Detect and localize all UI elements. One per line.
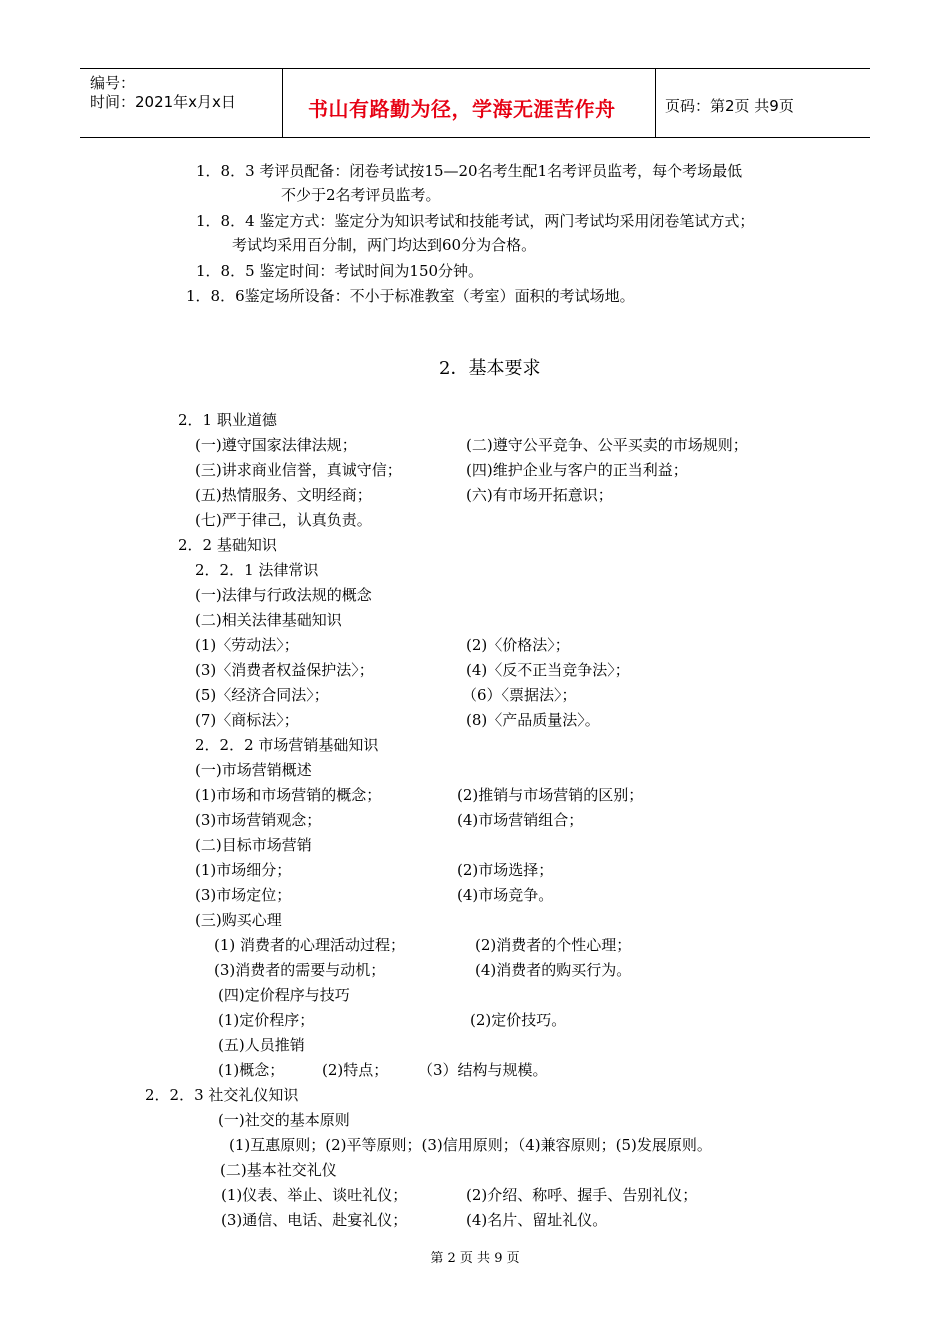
list-item: (五)人员推销: [218, 1036, 305, 1054]
subsection-heading: 2．2．3 社交礼仪知识: [145, 1086, 299, 1104]
subsection-heading: 2．2．2 市场营销基础知识: [195, 736, 379, 754]
text-line: 1．8．5 鉴定时间：考试时间为150分钟。: [196, 262, 484, 280]
list-item: (1)互惠原则；(2)平等原则；(3)信用原则；（4)兼容原则；(5)发展原则。: [229, 1136, 712, 1154]
list-item: (3)消费者的需要与动机；: [214, 961, 386, 979]
list-item: (七)严于律己，认真负责。: [195, 511, 372, 529]
list-item: (1) 消费者的心理活动过程；: [214, 936, 406, 954]
list-item: (1)〈劳动法〉；: [195, 636, 299, 654]
text-line: 1．8．4 鉴定方式：鉴定分为知识考试和技能考试，两门考试均采用闭卷笔试方式；: [196, 212, 755, 230]
list-item: (一)社交的基本原则: [218, 1111, 350, 1129]
list-item: (1)定价程序；: [218, 1011, 315, 1029]
list-item: (4)〈反不正当竞争法〉；: [466, 661, 630, 679]
list-item: (7)〈商标法〉；: [195, 711, 299, 729]
header-motto: 书山有路勤为径，学海无涯苦作舟: [308, 97, 616, 121]
list-item: (六)有市场开拓意识；: [466, 486, 613, 504]
list-item: (2)介绍、称呼、握手、告别礼仪；: [466, 1186, 698, 1204]
text-line: 不少于2名考评员监考。: [281, 186, 441, 204]
list-item: (1)仪表、举止、谈吐礼仪；: [221, 1186, 408, 1204]
list-item: (2)市场选择；: [457, 861, 554, 879]
list-item: (一)遵守国家法律法规；: [195, 436, 357, 454]
list-item: (四)维护企业与客户的正当利益；: [466, 461, 688, 479]
list-item: (一)法律与行政法规的概念: [195, 586, 372, 604]
list-item: (二)遵守公平竞争、公平买卖的市场规则；: [466, 436, 748, 454]
list-item: (2)推销与市场营销的区别；: [457, 786, 644, 804]
header-divider: [282, 69, 283, 137]
list-item: (四)定价程序与技巧: [218, 986, 350, 1004]
list-item: (3)市场定位；: [195, 886, 292, 904]
list-item: (五)热情服务、文明经商；: [195, 486, 372, 504]
list-item: (1)市场和市场营销的概念；: [195, 786, 382, 804]
subsection-heading: 2．2．1 法律常识: [195, 561, 319, 579]
list-item: (3)市场营销观念；: [195, 811, 322, 829]
text-line: 考试均采用百分制，两门均达到60分为合格。: [232, 236, 537, 254]
list-item: (二)目标市场营销: [195, 836, 312, 854]
text-line: 1．8．6鉴定场所设备：不小于标准教室（考室）面积的考试场地。: [186, 287, 635, 305]
list-item: (8)〈产品质量法〉。: [466, 711, 600, 729]
list-item: (三)购买心理: [195, 911, 282, 929]
list-item: (2)消费者的个性心理；: [475, 936, 632, 954]
list-item: (二)基本社交礼仪: [220, 1161, 337, 1179]
header-page-info: 页码：第2页 共9页: [665, 97, 794, 115]
subsection-heading: 2．1 职业道德: [178, 411, 277, 429]
header-divider: [655, 69, 656, 137]
list-item: (3)〈消费者权益保护法〉；: [195, 661, 374, 679]
page-footer: 第 2 页 共 9 页: [430, 1251, 520, 1266]
section-heading: 2．基本要求: [439, 358, 541, 379]
list-item: (5)〈经济合同法〉；: [195, 686, 329, 704]
document-number-label: 编号：: [90, 74, 136, 92]
list-item: (一)市场营销概述: [195, 761, 312, 779]
list-item: （6）〈票据法〉；: [462, 686, 577, 704]
list-item: (4)消费者的购买行为。: [475, 961, 632, 979]
list-item: (2)特点；: [322, 1061, 389, 1079]
document-date: 时间：2021年x月x日: [90, 93, 236, 111]
list-item: (1)市场细分；: [195, 861, 292, 879]
list-item: (4)市场营销组合；: [457, 811, 584, 829]
list-item: （3）结构与规模。: [418, 1061, 548, 1079]
subsection-heading: 2．2 基础知识: [178, 536, 277, 554]
list-item: (4)名片、留址礼仪。: [466, 1211, 608, 1229]
list-item: (2)定价技巧。: [470, 1011, 567, 1029]
list-item: (4)市场竞争。: [457, 886, 554, 904]
text-line: 1．8．3 考评员配备：闭卷考试按15—20名考生配1名考评员监考，每个考场最低: [196, 162, 743, 180]
list-item: (2)〈价格法〉；: [466, 636, 570, 654]
list-item: (三)讲求商业信誉，真诚守信；: [195, 461, 402, 479]
document-header: [80, 68, 870, 138]
list-item: (1)概念；: [218, 1061, 285, 1079]
list-item: (二)相关法律基础知识: [195, 611, 342, 629]
list-item: (3)通信、电话、赴宴礼仪；: [221, 1211, 408, 1229]
